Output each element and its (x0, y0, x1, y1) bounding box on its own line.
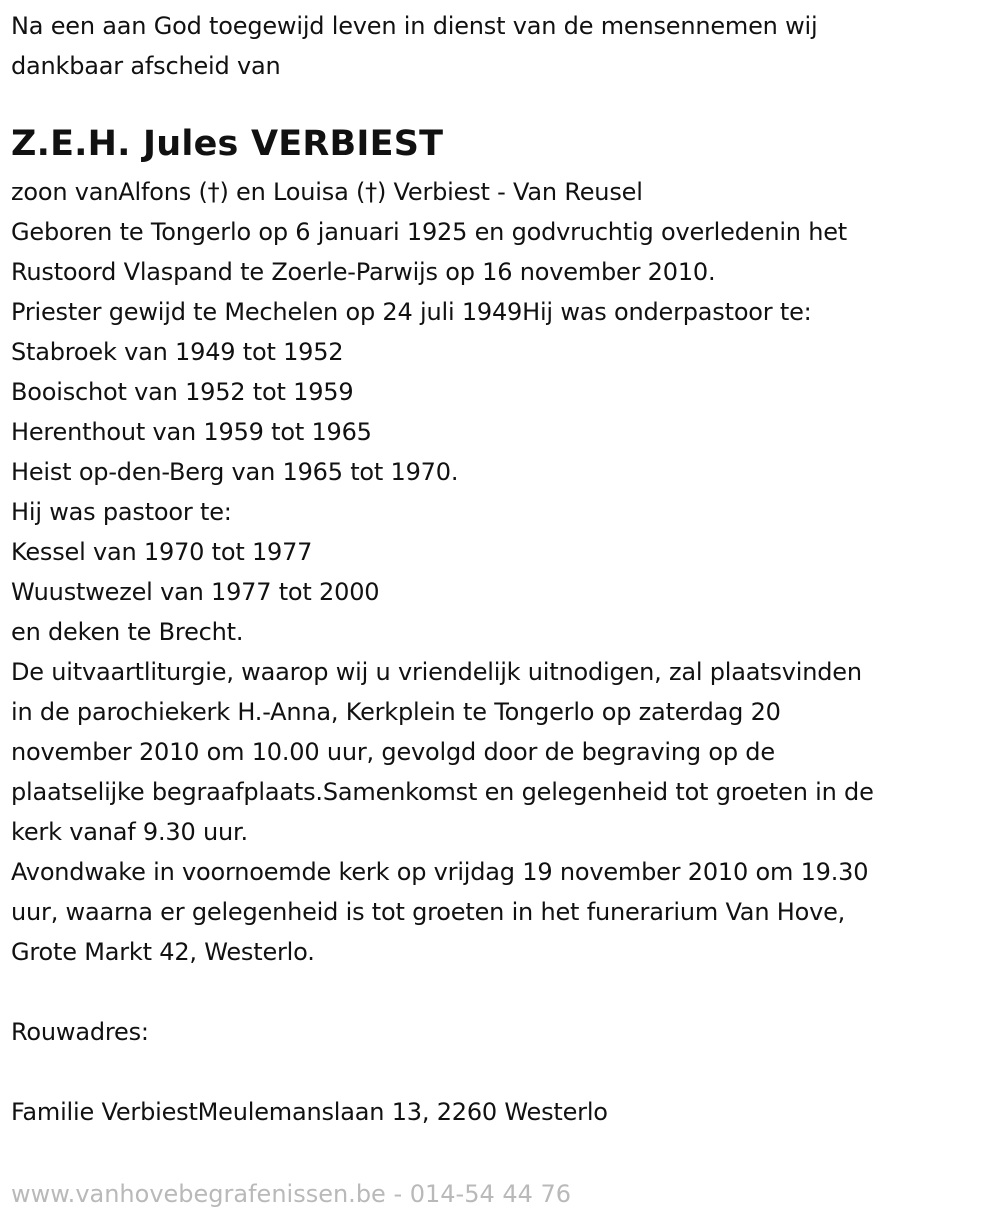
funeral-line: plaatselijke begraafplaats.Samenkomst en gelegenheid tot groeten in de (11, 778, 874, 806)
birth-death-line: Rustoord Vlaspand te Zoerle-Parwijs op 16 november 2010. (11, 258, 716, 286)
deceased-name: Z.E.H. Jules VERBIEST (11, 124, 444, 164)
career-line: Herenthout van 1959 tot 1965 (11, 418, 372, 446)
birth-death-line: Geboren te Tongerlo op 6 januari 1925 en godvruchtig overledenin het (11, 218, 848, 246)
funeral-line: november 2010 om 10.00 uur, gevolgd door de begraving op de (11, 738, 775, 766)
career-line: Wuustwezel van 1977 tot 2000 (11, 578, 380, 606)
wake-line: Grote Markt 42, Westerlo. (11, 938, 315, 966)
ordination-line: Priester gewijd te Mechelen op 24 juli 1949Hij was onderpastoor te: (11, 298, 812, 326)
wake-line: uur, waarna er gelegenheid is tot groeten in het funerarium Van Hove, (11, 898, 846, 926)
funeral-home-footer: www.vanhovebegrafenissen.be - 014-54 44 76 (11, 1180, 572, 1208)
career-line: en deken te Brecht. (11, 618, 244, 646)
career-line: Stabroek van 1949 tot 1952 (11, 338, 344, 366)
funeral-line: kerk vanaf 9.30 uur. (11, 818, 248, 846)
career-line: Kessel van 1970 tot 1977 (11, 538, 313, 566)
funeral-line: De uitvaartliturgie, waarop wij u vriendelijk uitnodigen, zal plaatsvinden (11, 658, 862, 686)
intro-text (11, 6, 991, 86)
intro-line: Na een aan God toegewijd leven in dienst van de mensennemen wij (11, 12, 818, 40)
funeral-line: in de parochiekerk H.-Anna, Kerkplein te Tongerlo op zaterdag 20 (11, 698, 781, 726)
career-line: Booischot van 1952 tot 1959 (11, 378, 354, 406)
intro-line: dankbaar afscheid van (11, 52, 281, 80)
career-line: Heist op-den-Berg van 1965 tot 1970. (11, 458, 459, 486)
parents-line: zoon vanAlfons (†) en Louisa (†) Verbiest - Van Reusel (11, 178, 643, 206)
obituary-body (11, 172, 991, 972)
rouwadres-address: Familie VerbiestMeulemanslaan 13, 2260 Westerlo (11, 1098, 608, 1126)
rouwadres-label: Rouwadres: (11, 1018, 149, 1046)
wake-line: Avondwake in voornoemde kerk op vrijdag 19 november 2010 om 19.30 (11, 858, 869, 886)
career-line: Hij was pastoor te: (11, 498, 232, 526)
obituary-document (11, 6, 991, 1132)
